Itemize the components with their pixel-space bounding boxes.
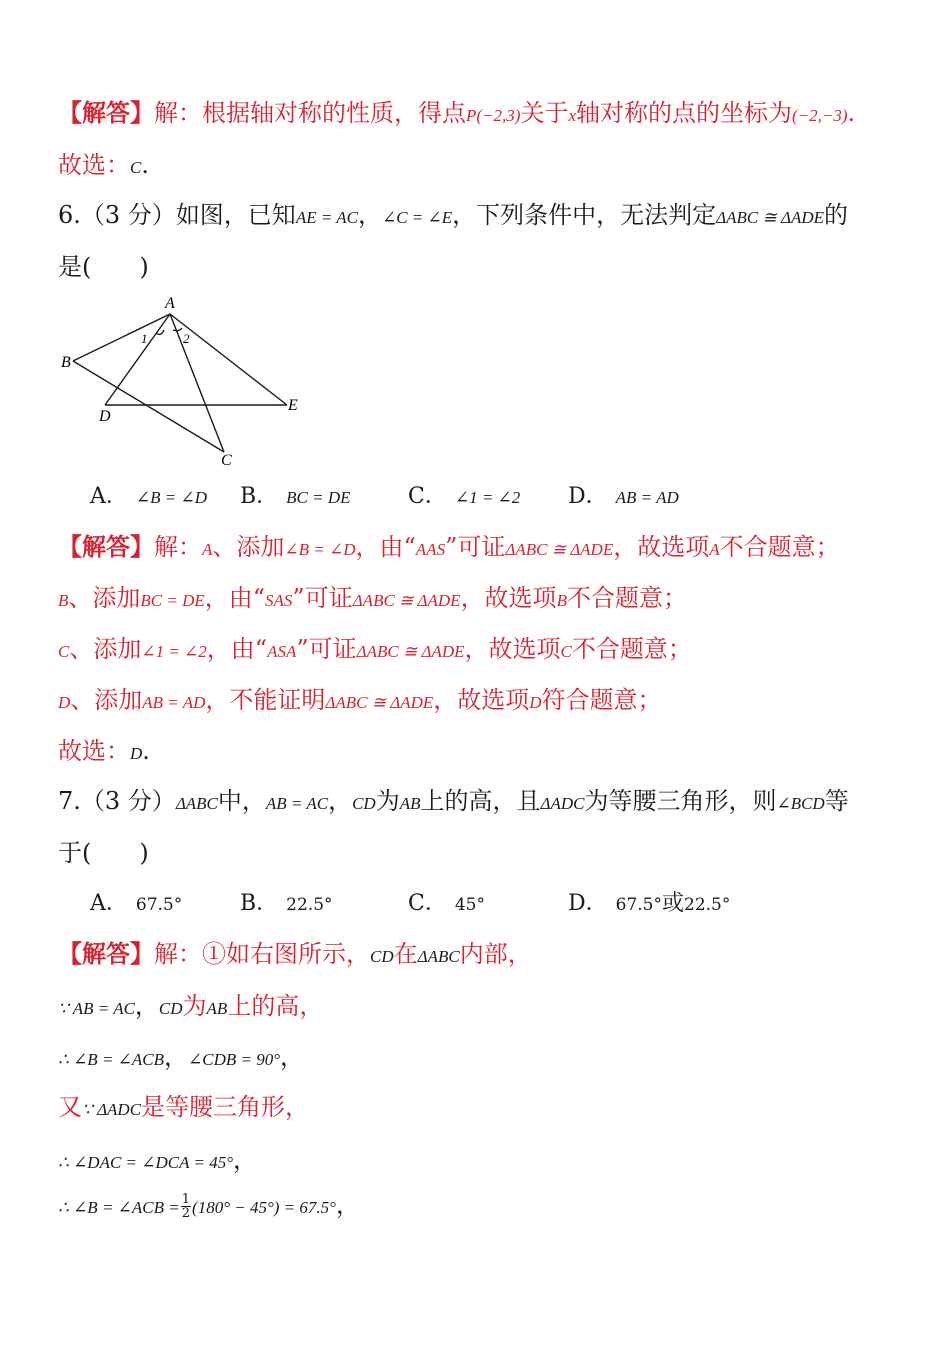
- answer-tag: 【解答】: [58, 98, 154, 127]
- text: ，下列条件中，无法判定: [452, 201, 717, 229]
- text: 是( ): [58, 253, 149, 281]
- q6-geometry-figure: [55, 292, 315, 472]
- fraction: $\frac{1}{2}$: [181, 1192, 191, 1221]
- math-congr: ΔABC ≅ ΔADE: [716, 208, 825, 227]
- text: .: [141, 151, 149, 179]
- choose-label: 故选：: [58, 737, 130, 765]
- q7-answer-line2: ∵ AB = AC，CD为AB上的高，: [58, 992, 324, 1020]
- question-number: 7.: [58, 787, 81, 815]
- text: .: [847, 99, 856, 127]
- jie-label: 解：: [154, 533, 202, 561]
- q7-answer-line4: 又∵ ΔADC是等腰三角形，: [58, 1093, 310, 1121]
- segment-bc: [73, 361, 224, 452]
- q7-answer-line5: ∴ ∠DAC = ∠DCA = 45°，: [58, 1146, 257, 1174]
- label-b: B: [61, 354, 71, 371]
- option-d[interactable]: D． AB = AD: [568, 484, 679, 509]
- math-cond: AE = AC: [295, 208, 358, 227]
- jie-label: 解：: [154, 940, 202, 968]
- text: ，: [357, 201, 382, 229]
- math-point: P(−2,3): [466, 106, 521, 125]
- math-axis: x: [568, 106, 576, 125]
- question-number: 6.: [58, 201, 81, 229]
- text: 关于: [520, 99, 569, 127]
- q6-stem-line1: [58, 200, 910, 233]
- label-2: 2: [183, 331, 190, 346]
- q6-answer-line-d: D、添加AB = AD，不能证明ΔABC ≅ ΔADE，故选项D符合题意；: [58, 686, 662, 714]
- q7-answer-line6: ∴ ∠B = ∠ACB = $\frac{1}{2}$ (180° − 45°) = 67.5°，: [58, 1191, 360, 1221]
- q6-answer-line-c: C、添加∠1 = ∠2，由“ASA”可证ΔABC ≅ ΔADE，故选项C不合题意；: [58, 635, 692, 663]
- option-c[interactable]: C． 45°: [408, 891, 485, 916]
- q6-options: [90, 482, 910, 513]
- jie-label: 解：: [154, 99, 202, 127]
- q5-choose-line: [58, 150, 910, 183]
- q7-options: [90, 889, 910, 920]
- q6-choose-line: 故选：D.: [58, 737, 150, 765]
- choose-value: D: [130, 744, 143, 763]
- text: 如图，已知: [175, 201, 296, 229]
- question-score: （3 分）: [80, 201, 176, 229]
- text: 的: [824, 201, 849, 229]
- q6-answer-line-b: B、添加BC = DE，由“SAS”可证ΔABC ≅ ΔADE，故选项B不合题意；: [58, 584, 687, 612]
- label-c: C: [221, 452, 232, 469]
- label-a: A: [165, 295, 175, 312]
- q7-answer-line3: ∴ ∠B = ∠ACB，∠CDB = 90°，: [58, 1043, 305, 1071]
- answer-tag: 【解答】: [58, 939, 154, 968]
- q5-answer-line: [58, 98, 910, 131]
- angle-mark-2: [173, 328, 182, 331]
- text: 轴对称的点的坐标为: [575, 99, 792, 127]
- choose-label: 故选：: [58, 151, 130, 179]
- q6-answer-line-a: 【解答】解：A、添加∠B = ∠D，由“AAS”可证ΔABC ≅ ΔADE，故选项A不合题意；: [58, 532, 840, 561]
- label-d: D: [99, 408, 111, 425]
- label-1: 1: [141, 331, 148, 346]
- segment-ad: [105, 314, 170, 405]
- q7-stem-line2: 于( ): [58, 839, 149, 867]
- option-a[interactable]: A． ∠B = ∠D: [90, 484, 208, 509]
- option-a[interactable]: A． 67.5°: [90, 891, 183, 916]
- option-c[interactable]: C． ∠1 = ∠2: [408, 484, 521, 509]
- option-b[interactable]: B． 22.5°: [240, 891, 333, 916]
- segment-ab: [73, 314, 170, 361]
- choose-value: C: [130, 158, 142, 177]
- q7-answer-line1: 【解答】解：①如右图所示，CD在ΔABC内部，: [58, 939, 532, 968]
- q6-stem-line2: [58, 252, 910, 282]
- text: 根据轴对称的性质，得点: [202, 99, 466, 127]
- math-coord: (−2,−3): [791, 106, 848, 125]
- math-cond: ∠C = ∠E: [381, 208, 453, 227]
- option-b[interactable]: B． BC = DE: [240, 484, 351, 509]
- label-e: E: [288, 397, 298, 414]
- answer-tag: 【解答】: [58, 532, 154, 561]
- question-score: （3 分）: [80, 787, 176, 815]
- q7-stem-line1: 7.（3 分）ΔABC中，AB = AC，CD为AB上的高，且ΔADC为等腰三角形，则∠BCD等: [58, 787, 849, 815]
- option-d[interactable]: D． 67.5°或22.5°: [568, 891, 731, 916]
